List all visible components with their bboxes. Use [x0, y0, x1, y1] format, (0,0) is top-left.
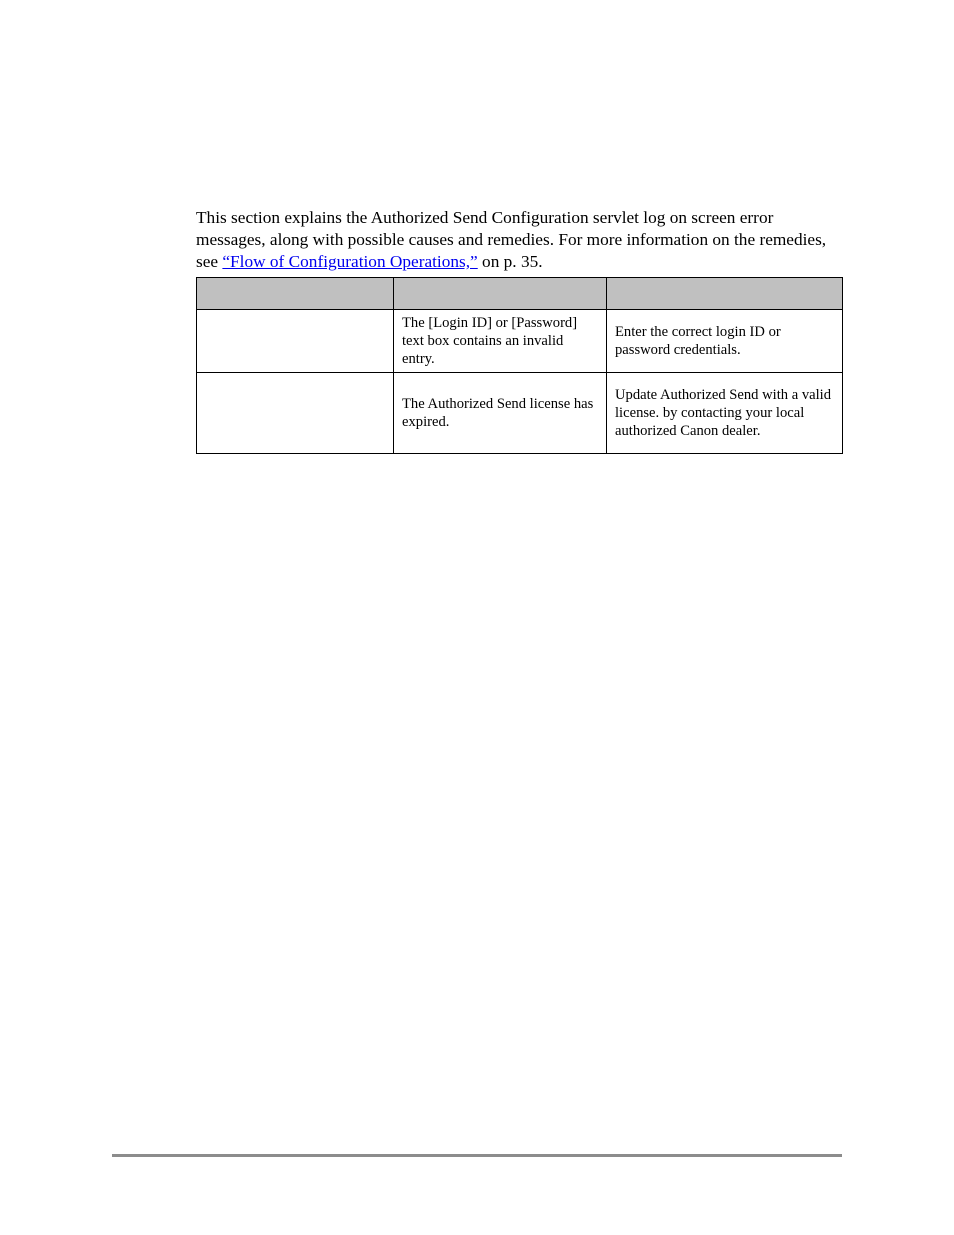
error-messages-table — [196, 277, 843, 454]
footer-divider — [112, 1154, 842, 1157]
intro-paragraph — [196, 207, 846, 273]
flow-of-configuration-operations-link[interactable]: “Flow of Configuration Operations,” — [222, 252, 478, 272]
row-2-remedy-cell: Update Authorized Send with a valid license. by contacting your local authorized Canon dealer. — [607, 373, 843, 454]
header-remedy — [607, 278, 843, 310]
intro-text-before: This section explains the Authorized Send Configuration servlet log on screen error messages, along with possible causes and remedies. For more information on the remedies, see — [196, 208, 827, 272]
row-1-cause-cell: The [Login ID] or [Password] text box contains an invalid entry. — [394, 310, 607, 373]
table-row — [197, 310, 843, 373]
header-cause — [394, 278, 607, 310]
row-1-message-cell — [197, 310, 394, 373]
row-2-cause-cell: The Authorized Send license has expired. — [394, 373, 607, 454]
intro-text-after: on p. 35. — [477, 252, 543, 272]
header-error-message — [197, 278, 394, 310]
row-2-message-cell — [197, 373, 394, 454]
row-1-remedy-cell: Enter the correct login ID or password credentials. — [607, 310, 843, 373]
table-row — [197, 373, 843, 454]
table-header — [197, 278, 843, 310]
table-header-row — [197, 278, 843, 310]
